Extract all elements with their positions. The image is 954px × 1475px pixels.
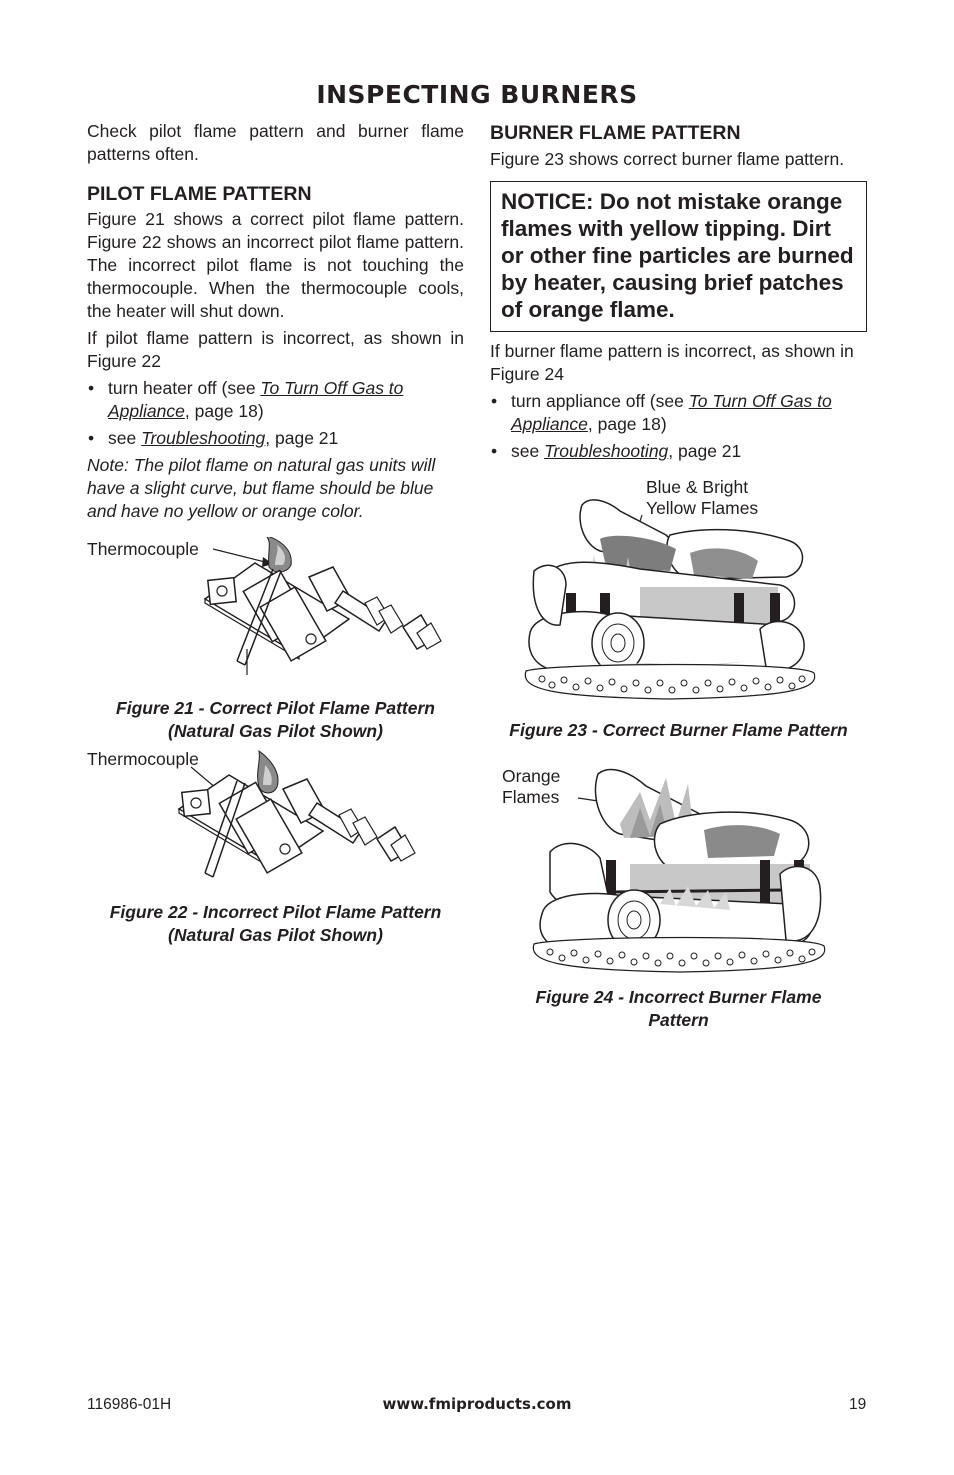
list-item: • turn heater off (see To Turn Off Gas to Appliance, page 18) — [87, 377, 464, 423]
log-set-orange-flames-illustration — [490, 764, 867, 984]
figure-24 — [490, 764, 867, 984]
troubleshooting-link[interactable]: Troubleshooting — [141, 428, 266, 448]
pilot-if-incorrect: If pilot flame pattern is incorrect, as shown in Figure 22 — [87, 328, 464, 371]
pilot-note: Note: The pilot flame on natural gas units will have a slight curve, but flame should be blue and have no yellow or orange color. — [87, 455, 436, 521]
page-title: INSPECTING BURNERS — [316, 80, 638, 109]
thermocouple-label: Thermocouple — [87, 749, 199, 769]
burner-bullet-list — [490, 390, 867, 463]
right-column — [490, 120, 867, 1032]
list-item: • see Troubleshooting, page 21 — [87, 427, 464, 450]
pilot-assembly-correct-illustration — [87, 537, 464, 687]
list-item: • see Troubleshooting, page 21 — [490, 440, 867, 463]
turn-off-gas-link[interactable]: To Turn Off Gas to Appliance — [511, 391, 832, 434]
website-url[interactable]: www.fmiproducts.com — [382, 1395, 572, 1413]
figure-23-caption: Figure 23 - Correct Burner Flame Pattern — [509, 720, 848, 740]
figure-23 — [490, 475, 867, 705]
figure-24-caption: Figure 24 - Incorrect Burner Flame Pattern — [535, 987, 822, 1030]
pilot-bullet-list — [87, 377, 464, 450]
orange-flames-label: Orange Flames — [502, 766, 561, 807]
thermocouple-label: Thermocouple — [87, 539, 199, 559]
page-number: 19 — [849, 1396, 867, 1413]
troubleshooting-link[interactable]: Troubleshooting — [544, 441, 669, 461]
notice-box: NOTICE: Do not mistake orange flames with yellow tipping. Dirt or other fine particles are burned by heater, causing brief patches of orange flame. — [490, 181, 867, 332]
figure-22 — [87, 747, 464, 895]
burner-if-incorrect: If burner flame pattern is incorrect, as shown in Figure 24 — [490, 341, 854, 384]
figure-21 — [87, 537, 464, 687]
left-column — [87, 120, 464, 947]
blue-yellow-flames-label: Blue & Bright Yellow Flames — [646, 477, 759, 518]
list-item: • turn appliance off (see To Turn Off Gas to Appliance, page 18) — [490, 390, 867, 436]
burner-flame-heading: BURNER FLAME PATTERN — [490, 122, 741, 144]
figure-21-caption: Figure 21 - Correct Pilot Flame Pattern (Natural Gas Pilot Shown) — [116, 698, 435, 741]
turn-off-gas-link[interactable]: To Turn Off Gas to Appliance — [108, 378, 404, 421]
log-set-correct-flames-illustration — [490, 475, 867, 705]
pilot-assembly-incorrect-illustration — [87, 747, 464, 895]
pilot-flame-paragraph: Figure 21 shows a correct pilot flame pattern. Figure 22 shows an incorrect pilot flame pattern. The incorrect pilot flame is not touching the thermocouple. When the thermocouple cools, the heater will shut down. — [87, 209, 464, 321]
document-number: 116986-01H — [87, 1396, 172, 1413]
intro-paragraph: Check pilot flame pattern and burner flame patterns often. — [87, 121, 464, 164]
figure-22-caption: Figure 22 - Incorrect Pilot Flame Pattern (Natural Gas Pilot Shown) — [109, 902, 442, 945]
pilot-flame-heading: PILOT FLAME PATTERN — [87, 183, 312, 205]
burner-flame-paragraph: Figure 23 shows correct burner flame pattern. — [490, 149, 845, 169]
